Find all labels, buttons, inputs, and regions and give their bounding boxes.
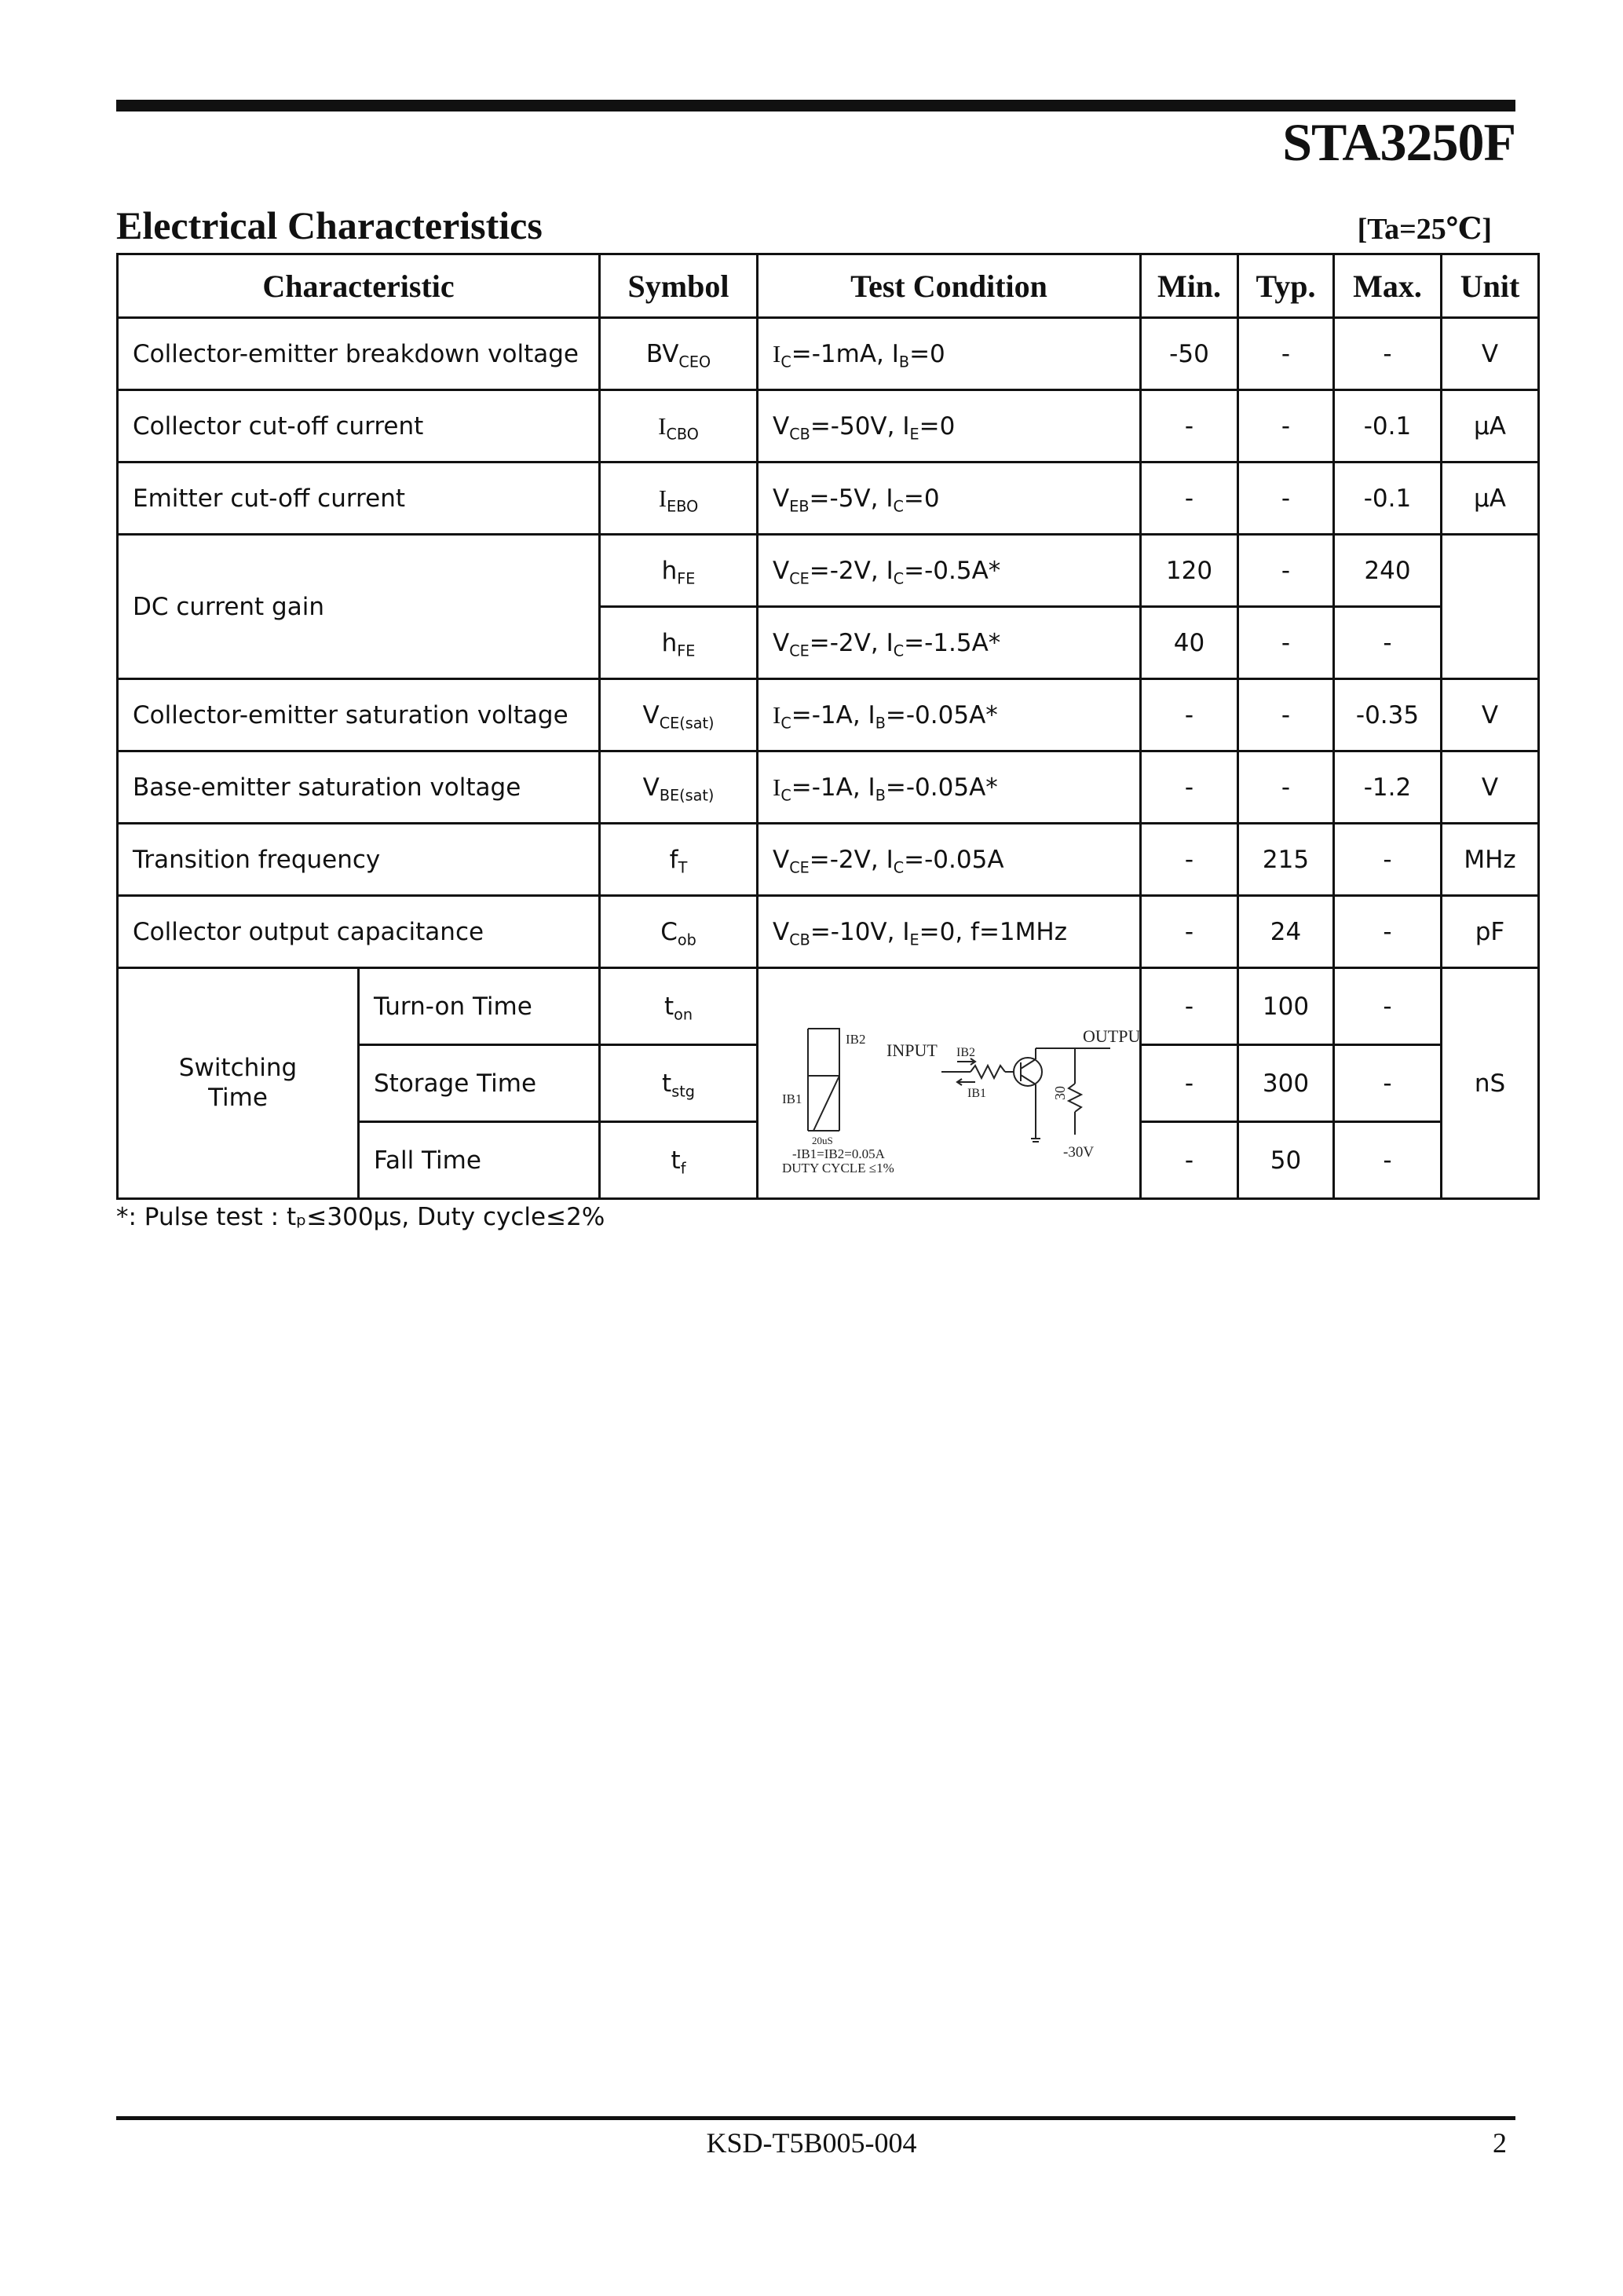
max-cell: -0.35 <box>1334 679 1442 751</box>
test-circuit-svg <box>765 993 1140 1175</box>
typ-cell: - <box>1238 535 1334 607</box>
symbol-cell: $V_{BE(sat)}$ <box>600 751 758 824</box>
header-typ: Typ. <box>1238 254 1334 318</box>
min-cell: - <box>1141 968 1238 1045</box>
max-cell: - <box>1334 1122 1442 1199</box>
min-cell: -50 <box>1141 318 1238 390</box>
resistor-value-label: 30 <box>1051 1085 1068 1100</box>
typ-cell: - <box>1238 751 1334 824</box>
test-condition-cell: $V_{CB}=-50V$, $I_E=0$ <box>758 390 1141 462</box>
min-cell: - <box>1141 390 1238 462</box>
min-cell: - <box>1141 896 1238 968</box>
min-cell: 120 <box>1141 535 1238 607</box>
typ-cell: 50 <box>1238 1122 1334 1199</box>
switching-test-circuit-diagram <box>758 968 1141 1199</box>
collector-resistor-icon <box>1069 1084 1081 1112</box>
min-cell: - <box>1141 462 1238 535</box>
typ-cell: - <box>1238 462 1334 535</box>
characteristic-cell: DC current gain <box>118 535 600 679</box>
table-row <box>118 535 1539 607</box>
characteristic-cell: Base-emitter saturation voltage <box>118 751 600 824</box>
test-condition-cell: $V_{CB}=-10V$, $I_E=0$, f=1MHz <box>758 896 1141 968</box>
symbol-cell: $C_{ob}$ <box>600 896 758 968</box>
output-label: OUTPU <box>1082 1026 1140 1046</box>
typ-cell: - <box>1238 390 1334 462</box>
symbol-cell: $V_{CE(sat)}$ <box>600 679 758 751</box>
characteristic-cell: Transition frequency <box>118 824 600 896</box>
switching-label-cell: Turn-on Time <box>359 968 600 1045</box>
min-cell: - <box>1141 1045 1238 1122</box>
header-rule <box>116 100 1515 112</box>
min-cell: 40 <box>1141 607 1238 679</box>
test-condition-cell: $I_C=-1A$, $I_B=-0.05A*$ <box>758 679 1141 751</box>
table-row <box>118 462 1539 535</box>
characteristic-cell: Collector-emitter breakdown voltage <box>118 318 600 390</box>
page-number: 2 <box>1493 2127 1507 2159</box>
symbol-cell: $I_{EBO}$ <box>600 462 758 535</box>
min-cell: - <box>1141 1122 1238 1199</box>
symbol-cell: $f_T$ <box>600 824 758 896</box>
header-min: Min. <box>1141 254 1238 318</box>
symbol-cell: $BV_{CEO}$ <box>600 318 758 390</box>
min-cell: - <box>1141 751 1238 824</box>
document-code: KSD-T5B005-004 <box>706 2127 917 2159</box>
min-cell: - <box>1141 679 1238 751</box>
table-row <box>118 896 1539 968</box>
test-condition-cell: $I_C=-1A$, $I_B=-0.05A*$ <box>758 751 1141 824</box>
duty-cycle-label: DUTY CYCLE ≤1% <box>781 1160 894 1175</box>
unit-cell <box>1442 535 1539 679</box>
ib1-pulse-label: IB1 <box>781 1091 802 1106</box>
test-condition-cell: $V_{CE}=-2V$, $I_C=-0.05A$ <box>758 824 1141 896</box>
ib1-arrow-label: IB1 <box>967 1086 986 1100</box>
table-row <box>118 318 1539 390</box>
symbol-cell: $t_{on}$ <box>600 968 758 1045</box>
electrical-characteristics-table <box>116 253 1540 1200</box>
max-cell: - <box>1334 824 1442 896</box>
switching-label-cell: Fall Time <box>359 1122 600 1199</box>
pulse-waveform <box>808 1029 839 1076</box>
typ-cell: 100 <box>1238 968 1334 1045</box>
supply-voltage-label: -30V <box>1062 1143 1094 1161</box>
typ-cell: 24 <box>1238 896 1334 968</box>
header-characteristic: Characteristic <box>118 254 600 318</box>
characteristic-cell: Collector-emitter saturation voltage <box>118 679 600 751</box>
base-resistor-icon <box>971 1066 1005 1078</box>
test-condition-cell: $V_{CE}=-2V$, $I_C=-1.5A*$ <box>758 607 1141 679</box>
max-cell: - <box>1334 968 1442 1045</box>
transistor-icon <box>1014 1058 1042 1086</box>
test-condition-cell: $V_{CE}=-2V$, $I_C=-0.5A*$ <box>758 535 1141 607</box>
max-cell: 240 <box>1334 535 1442 607</box>
typ-cell: 215 <box>1238 824 1334 896</box>
max-cell: - <box>1334 318 1442 390</box>
typ-cell: - <box>1238 318 1334 390</box>
max-cell: -0.1 <box>1334 462 1442 535</box>
max-cell: - <box>1334 896 1442 968</box>
unit-cell: MHz <box>1442 824 1539 896</box>
pulse-test-footnote: *: Pulse test : tₚ≤300μs, Duty cycle≤2% <box>116 1203 605 1231</box>
footer-rule <box>116 2116 1515 2120</box>
test-condition-cell: $I_C=-1mA$, $I_B=0$ <box>758 318 1141 390</box>
max-cell: -1.2 <box>1334 751 1442 824</box>
part-number: STA3250F <box>1282 112 1515 172</box>
header-max: Max. <box>1334 254 1442 318</box>
ambient-condition: [Ta=25℃] <box>1357 213 1492 246</box>
symbol-cell: $I_{CBO}$ <box>600 390 758 462</box>
symbol-cell: $t_f$ <box>600 1122 758 1199</box>
unit-cell: pF <box>1442 896 1539 968</box>
pulse-width-label: 20uS <box>811 1134 833 1146</box>
table-row <box>118 751 1539 824</box>
table-header-row <box>118 254 1539 318</box>
table-row <box>118 824 1539 896</box>
typ-cell: - <box>1238 679 1334 751</box>
min-cell: - <box>1141 824 1238 896</box>
ib2-arrow-label: IB2 <box>956 1045 975 1059</box>
section-title: Electrical Characteristics <box>116 203 543 247</box>
table-row <box>118 390 1539 462</box>
unit-cell: μA <box>1442 390 1539 462</box>
current-note-label: -IB1=IB2=0.05A <box>791 1146 885 1161</box>
max-cell: -0.1 <box>1334 390 1442 462</box>
unit-cell: nS <box>1442 968 1539 1199</box>
switching-label-cell: Storage Time <box>359 1045 600 1122</box>
test-condition-cell: $V_{EB}=-5V$, $I_C=0$ <box>758 462 1141 535</box>
max-cell: - <box>1334 607 1442 679</box>
unit-cell: μA <box>1442 462 1539 535</box>
symbol-cell: $h_{FE}$ <box>600 535 758 607</box>
header-unit: Unit <box>1442 254 1539 318</box>
characteristic-cell: Collector cut-off current <box>118 390 600 462</box>
symbol-cell: $t_{stg}$ <box>600 1045 758 1122</box>
characteristic-cell: Collector output capacitance <box>118 896 600 968</box>
header-symbol: Symbol <box>600 254 758 318</box>
input-label: INPUT <box>886 1040 938 1060</box>
ib2-pulse-label: IB2 <box>845 1031 865 1047</box>
unit-cell: V <box>1442 318 1539 390</box>
characteristic-cell: Emitter cut-off current <box>118 462 600 535</box>
header-test-condition: Test Condition <box>758 254 1141 318</box>
typ-cell: - <box>1238 607 1334 679</box>
table-row <box>118 679 1539 751</box>
max-cell: - <box>1334 1045 1442 1122</box>
unit-cell: V <box>1442 679 1539 751</box>
switching-time-group-label: Switching Time <box>118 968 359 1199</box>
symbol-cell: $h_{FE}$ <box>600 607 758 679</box>
typ-cell: 300 <box>1238 1045 1334 1122</box>
table-row <box>118 968 1539 1045</box>
unit-cell: V <box>1442 751 1539 824</box>
